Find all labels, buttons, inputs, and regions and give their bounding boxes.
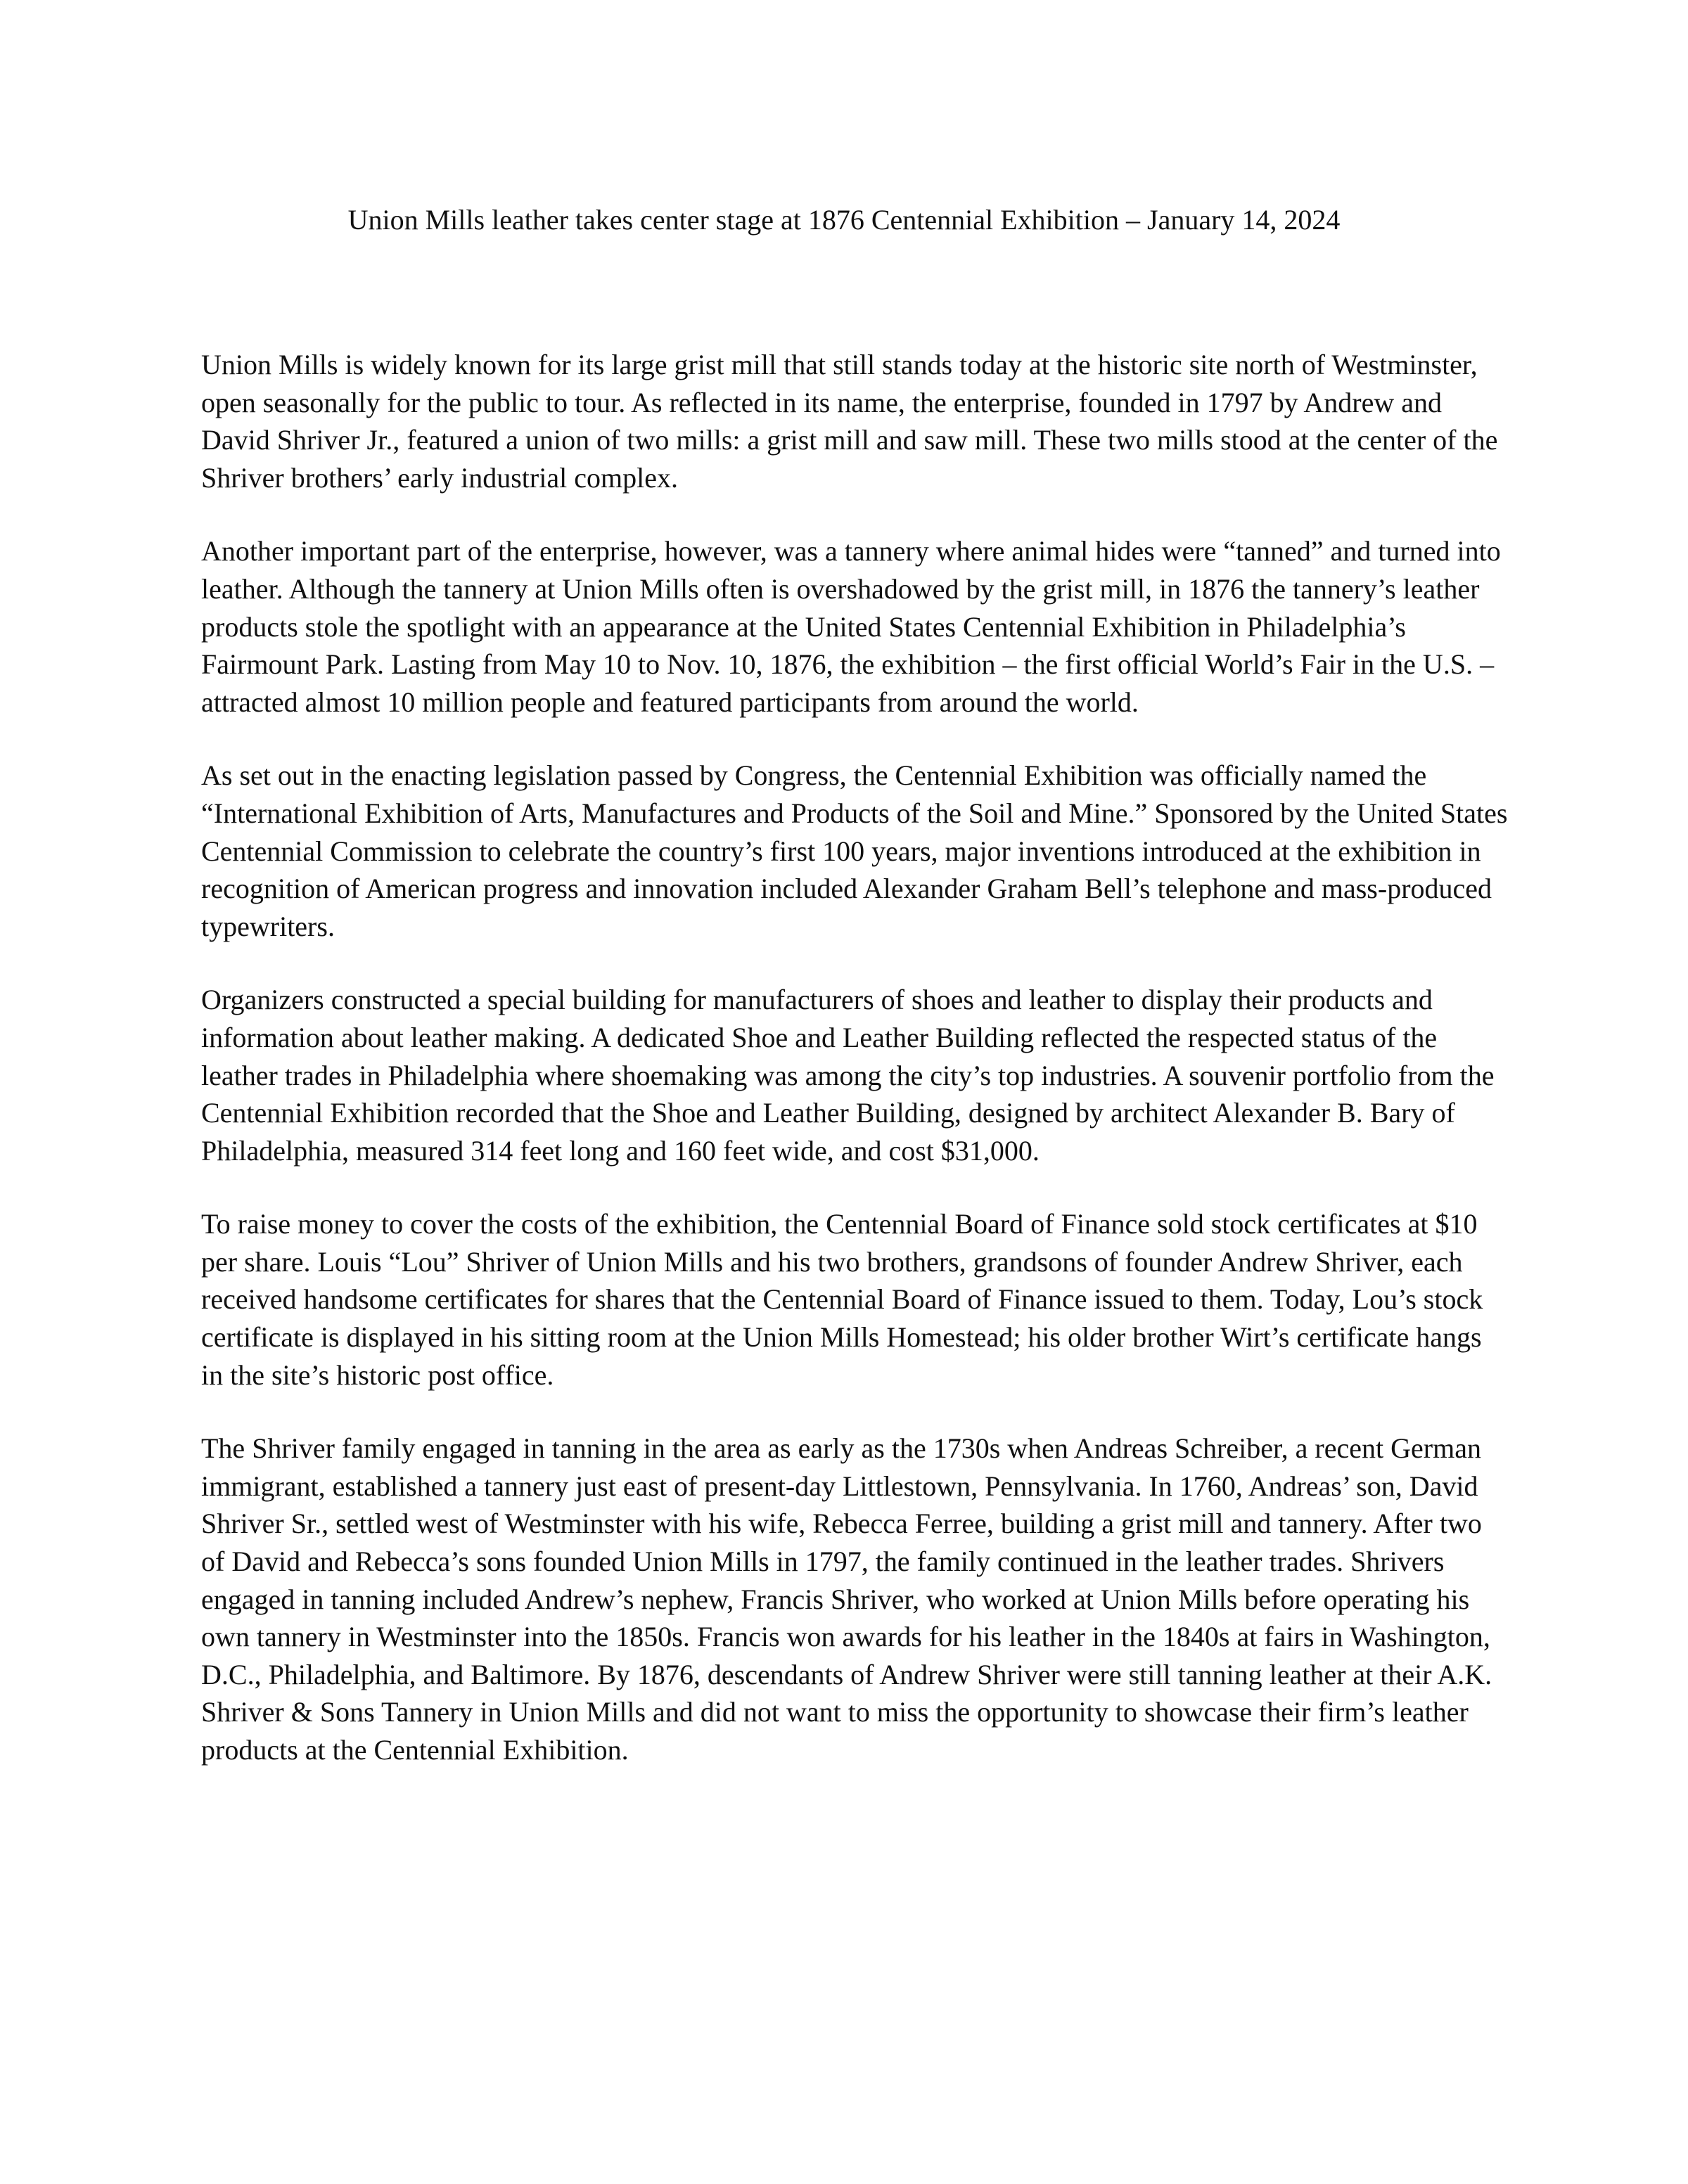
document-title: Union Mills leather takes center stage at 1876 Centennial Exhibition – January 14, 2024 <box>347 204 1341 236</box>
paragraph-4: Organizers constructed a special building for manufacturers of shoes and leather to display their products and information about leather making. A dedicated Shoe and Leather Building reflected the respected status of the leather trades in Philadelphia where shoemaking was among the city’s top industries. A souvenir portfolio from the Centennial Exhibition recorded that the Shoe and Leather Building, designed by architect Alexander B. Bary of Philadelphia, measured 314 feet long and 160 feet wide, and cost $31,000. <box>201 984 1495 1167</box>
paragraph-2: Another important part of the enterprise, however, was a tannery where animal hides were “tanned” and turned into leather. Although the tannery at Union Mills often is overshadowed by the grist mill, in 1876 the tannery’s leather products stole the spotlight with an appearance at the United States Centennial Exhibition in Philadelphia’s Fairmount Park. Lasting from May 10 to Nov. 10, 1876, the exhibition – the first official World’s Fair in the U.S. – attracted almost 10 million people and featured participants from around the world. <box>201 535 1501 718</box>
paragraph-5: To raise money to cover the costs of the exhibition, the Centennial Board of Finance sold stock certificates at $10 per share. Louis “Lou” Shriver of Union Mills and his two brothers, grandsons of founder Andrew Shriver, each received handsome certificates for shares that the Centennial Board of Finance issued to them. Today, Lou’s stock certificate is displayed in his sitting room at the Union Mills Homestead; his older brother Wirt’s certificate hangs in the site’s historic post office. <box>201 1208 1483 1391</box>
paragraph-3: As set out in the enacting legislation passed by Congress, the Centennial Exhibition was officially named the “International Exhibition of Arts, Manufactures and Products of the Soil and Mine.” Sponsored by the United States Centennial Commission to celebrate the country’s first 100 years, major inventions introduced at the exhibition in recognition of American progress and innovation included Alexander Graham Bell’s telephone and mass-produced typewriters. <box>201 759 1508 942</box>
paragraph-1: Union Mills is widely known for its large grist mill that still stands today at the historic site north of Westminster, open seasonally for the public to tour. As reflected in its name, the enterprise, founded in 1797 by Andrew and David Shriver Jr., featured a union of two mills: a grist mill and saw mill. These two mills stood at the center of the Shriver brothers’ early industrial complex. <box>201 349 1498 494</box>
document-body <box>201 346 1509 1805</box>
paragraph-6: The Shriver family engaged in tanning in the area as early as the 1730s when Andreas Schreiber, a recent German immigrant, established a tannery just east of present-day Littlestown, Pennsylvania. In 1760, Andreas’ son, David Shriver Sr., settled west of Westminster with his wife, Rebecca Ferree, building a grist mill and tannery. After two of David and Rebecca’s sons founded Union Mills in 1797, the family continued in the leather trades. Shrivers engaged in tanning included Andrew’s nephew, Francis Shriver, who worked at Union Mills before operating his own tannery in Westminster into the 1850s. Francis won awards for his leather in the 1840s at fairs in Washington, D.C., Philadelphia, and Baltimore. By 1876, descendants of Andrew Shriver were still tanning leather at their A.K. Shriver & Sons Tannery in Union Mills and did not want to miss the opportunity to showcase their firm’s leather products at the Centennial Exhibition. <box>201 1432 1492 1766</box>
